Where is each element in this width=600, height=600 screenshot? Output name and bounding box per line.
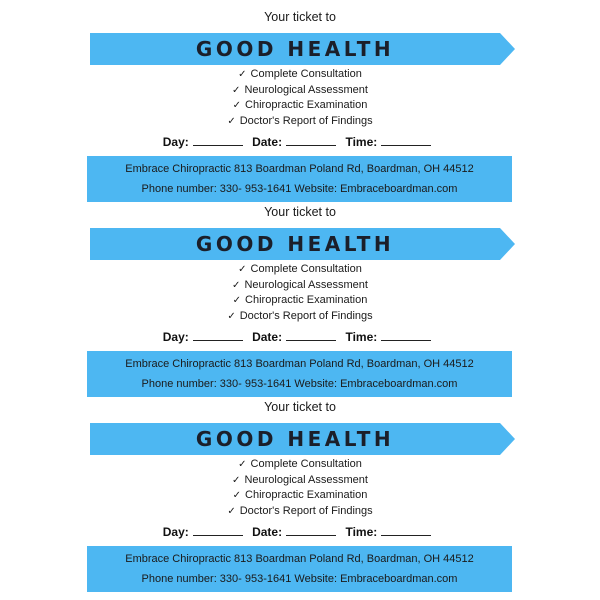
- ticket-intro: Your ticket to: [264, 400, 336, 414]
- date-blank[interactable]: [286, 330, 336, 341]
- checklist-item: [0, 98, 600, 114]
- checklist-item: [0, 293, 600, 309]
- title-banner: [90, 228, 515, 260]
- check-mark-icon: ✓: [227, 505, 236, 517]
- contact-text: Phone number: 330- 953-1641 Website: Embraceboardman.com: [141, 573, 458, 585]
- time-blank[interactable]: [381, 330, 431, 341]
- contact-band: [87, 351, 512, 397]
- checklist-item: [0, 262, 600, 278]
- check-mark-icon: ✓: [232, 474, 241, 486]
- service-checklist: [0, 457, 600, 519]
- date-blank[interactable]: [286, 525, 336, 536]
- checklist-item: [0, 473, 600, 489]
- checklist-item: [0, 67, 600, 83]
- checklist-item-label: Chiropractic Examination: [245, 294, 368, 306]
- checklist-item-label: Doctor's Report of Findings: [239, 309, 373, 322]
- checklist-item-label: Doctor's Report of Findings: [239, 114, 373, 127]
- checklist-item-label: Neurological Assessment: [244, 83, 368, 96]
- title-banner: [90, 33, 515, 65]
- checklist-item-label: Complete Consultation: [250, 458, 362, 470]
- check-mark-icon: ✓: [232, 84, 241, 96]
- checklist-item-label: Doctor's Report of Findings: [239, 504, 373, 517]
- time-label: Time:: [345, 525, 378, 539]
- checklist-item: [0, 457, 600, 473]
- service-checklist: [0, 262, 600, 324]
- ticket-intro: Your ticket to: [264, 205, 336, 219]
- ticket-2: [0, 202, 600, 397]
- check-mark-icon: ✓: [238, 264, 247, 275]
- check-mark-icon: ✓: [238, 459, 247, 470]
- day-label: Day:: [162, 525, 189, 539]
- appointment-fields: [0, 135, 600, 149]
- ticket-3: [0, 397, 600, 592]
- banner-title: GOOD HEALTH: [195, 37, 395, 61]
- check-mark-icon: ✓: [232, 100, 242, 111]
- checklist-item: [0, 504, 600, 520]
- contact-band: [87, 156, 512, 202]
- day-blank[interactable]: [193, 330, 243, 341]
- date-blank[interactable]: [286, 135, 336, 146]
- service-checklist: [0, 67, 600, 129]
- ticket-intro: Your ticket to: [264, 10, 336, 24]
- date-label: Date:: [252, 135, 283, 149]
- address-text: Embrace Chiropractic 813 Boardman Poland Rd, Boardman, OH 44512: [125, 553, 474, 565]
- day-label: Day:: [162, 330, 189, 344]
- title-banner: [90, 423, 515, 455]
- day-label: Day:: [162, 135, 189, 149]
- appointment-fields: [0, 525, 600, 539]
- checklist-item: [0, 309, 600, 325]
- checklist-item-label: Complete Consultation: [250, 68, 362, 80]
- check-mark-icon: ✓: [227, 115, 236, 127]
- checklist-item-label: Neurological Assessment: [244, 278, 368, 291]
- time-label: Time:: [345, 330, 378, 344]
- checklist-item: [0, 488, 600, 504]
- checklist-item-label: Neurological Assessment: [244, 473, 368, 486]
- address-text: Embrace Chiropractic 813 Boardman Poland Rd, Boardman, OH 44512: [125, 163, 474, 175]
- checklist-item-label: Complete Consultation: [250, 263, 362, 275]
- time-blank[interactable]: [381, 525, 431, 536]
- checklist-item-label: Chiropractic Examination: [245, 489, 368, 501]
- address-text: Embrace Chiropractic 813 Boardman Poland Rd, Boardman, OH 44512: [125, 358, 474, 370]
- checklist-item: [0, 114, 600, 130]
- time-label: Time:: [345, 135, 378, 149]
- check-mark-icon: ✓: [232, 295, 242, 306]
- checklist-item: [0, 278, 600, 294]
- time-blank[interactable]: [381, 135, 431, 146]
- check-mark-icon: ✓: [227, 310, 236, 322]
- checklist-item: [0, 83, 600, 99]
- ticket-1: [0, 7, 600, 202]
- date-label: Date:: [252, 525, 283, 539]
- contact-text: Phone number: 330- 953-1641 Website: Embraceboardman.com: [141, 183, 458, 195]
- checklist-item-label: Chiropractic Examination: [245, 99, 368, 111]
- check-mark-icon: ✓: [232, 279, 241, 291]
- contact-band: [87, 546, 512, 592]
- day-blank[interactable]: [193, 525, 243, 536]
- date-label: Date:: [252, 330, 283, 344]
- check-mark-icon: ✓: [238, 69, 247, 80]
- contact-text: Phone number: 330- 953-1641 Website: Embraceboardman.com: [141, 378, 458, 390]
- banner-title: GOOD HEALTH: [195, 232, 395, 256]
- banner-title: GOOD HEALTH: [195, 427, 395, 451]
- appointment-fields: [0, 330, 600, 344]
- check-mark-icon: ✓: [232, 490, 242, 501]
- day-blank[interactable]: [193, 135, 243, 146]
